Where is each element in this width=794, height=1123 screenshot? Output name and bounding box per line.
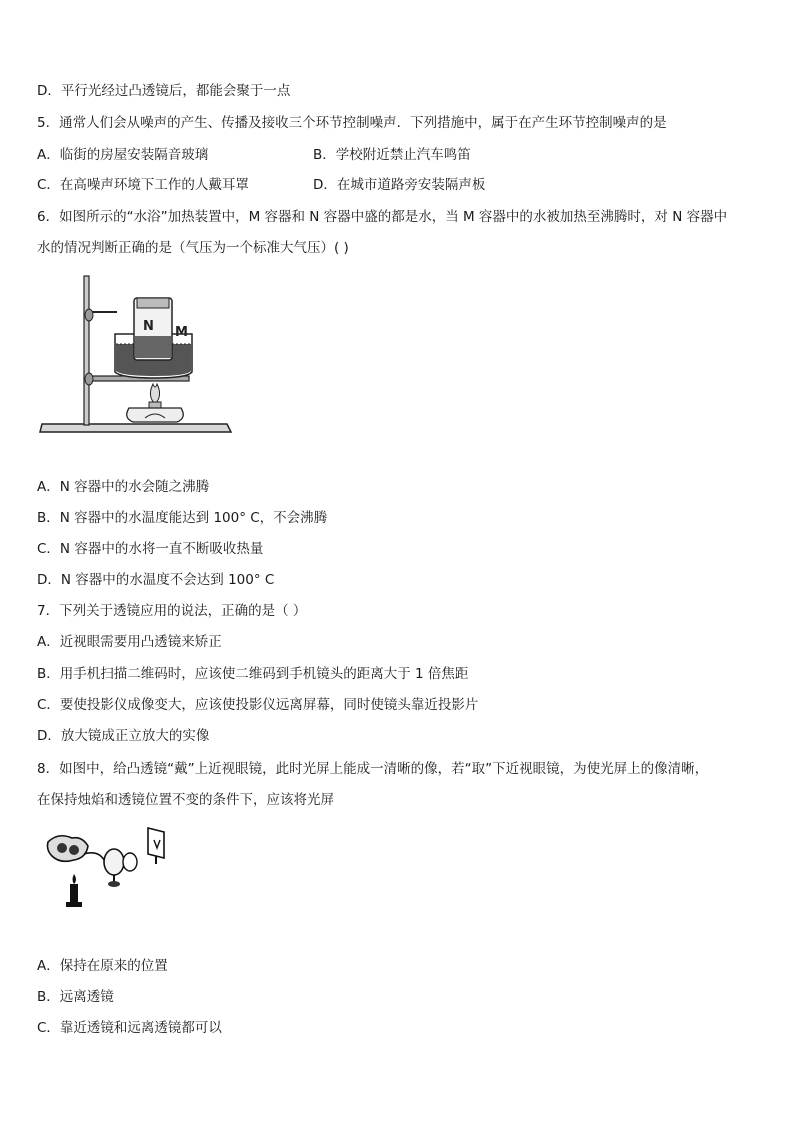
q6-stem-line2: 水的情况判断正确的是（气压为一个标准大气压）( ) bbox=[37, 240, 349, 256]
q6-option-c: C．N 容器中的水将一直不断吸收热量 bbox=[37, 541, 264, 557]
q7-stem: 7．下列关于透镜应用的说法，正确的是（ ） bbox=[37, 603, 307, 619]
q8-option-b: B．远离透镜 bbox=[37, 989, 114, 1005]
q6-option-b: B．N 容器中的水温度能达到 100° C，不会沸腾 bbox=[37, 510, 328, 526]
q5-option-a: A．临街的房屋安装隔音玻璃 bbox=[37, 147, 209, 163]
water-bath-figure bbox=[37, 272, 237, 438]
water-bath-drawing bbox=[37, 272, 237, 438]
lens-glasses-figure bbox=[44, 824, 174, 912]
q6-option-d: D．N 容器中的水温度不会达到 100° C bbox=[37, 572, 275, 588]
container-m-label: M bbox=[175, 325, 188, 340]
q5-stem: 5．通常人们会从噪声的产生、传播及接收三个环节控制噪声．下列措施中，属于在产生环节控制噪声的是 bbox=[37, 115, 667, 131]
q8-stem-line1: 8．如图中，给凸透镜“戴”上近视眼镜，此时光屏上能成一清晰的像，若“取”下近视眼镜，为使光屏上的像清晰， bbox=[37, 761, 709, 777]
q7-option-a: A．近视眼需要用凸透镜来矫正 bbox=[37, 634, 222, 650]
q5-option-d: D．在城市道路旁安装隔声板 bbox=[313, 177, 486, 193]
q6-option-a: A．N 容器中的水会随之沸腾 bbox=[37, 479, 210, 495]
q8-option-a: A．保持在原来的位置 bbox=[37, 958, 168, 974]
q5-option-b: B．学校附近禁止汽车鸣笛 bbox=[313, 147, 471, 163]
q7-option-b: B．用手机扫描二维码时，应该使二维码到手机镜头的距离大于 1 倍焦距 bbox=[37, 666, 469, 682]
q4-option-d: D．平行光经过凸透镜后，都能会聚于一点 bbox=[37, 83, 291, 99]
q7-option-d: D．放大镜成正立放大的实像 bbox=[37, 728, 210, 744]
container-n-label: N bbox=[143, 319, 154, 334]
q6-stem-line1: 6．如图所示的“水浴”加热装置中，M 容器和 N 容器中盛的都是水，当 M 容器中的水被加热至沸腾时，对 N 容器中 bbox=[37, 209, 728, 225]
q8-stem-line2: 在保持烛焰和透镜位置不变的条件下，应该将光屏 bbox=[37, 792, 334, 808]
lens-glasses-drawing bbox=[44, 824, 174, 912]
q7-option-c: C．要使投影仪成像变大，应该使投影仪远离屏幕，同时使镜头靠近投影片 bbox=[37, 697, 479, 713]
q5-option-c: C．在高噪声环境下工作的人戴耳罩 bbox=[37, 177, 249, 193]
q8-option-c: C．靠近透镜和远离透镜都可以 bbox=[37, 1020, 222, 1036]
